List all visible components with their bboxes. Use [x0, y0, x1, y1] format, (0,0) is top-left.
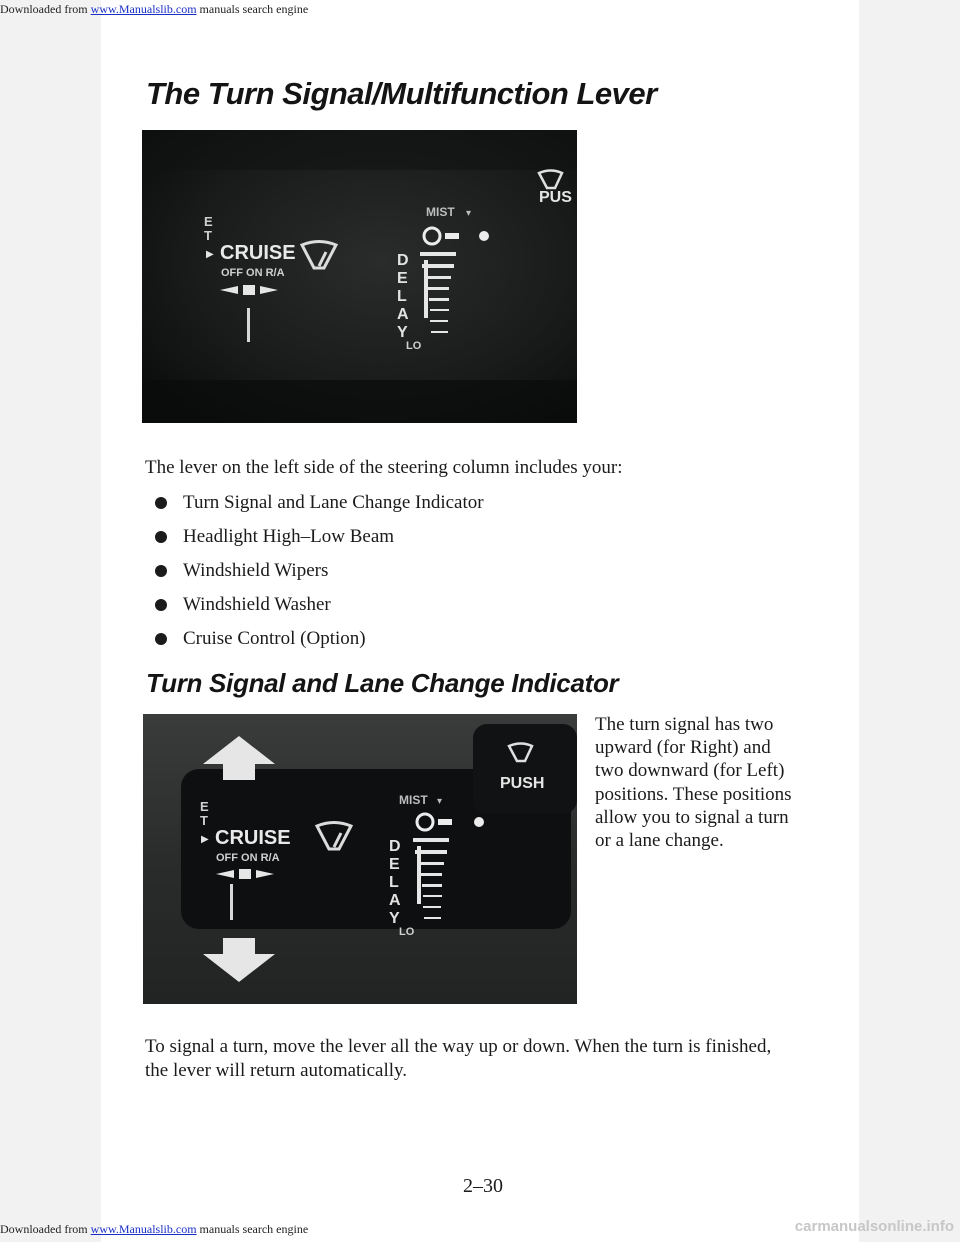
- feature-text: Cruise Control (Option): [183, 628, 366, 649]
- manualslib-link[interactable]: www.Manualslib.com: [90, 2, 197, 16]
- reset-label: [200, 799, 209, 828]
- watermark-prefix: Downloaded from: [0, 2, 91, 16]
- turn-signal-lever-photo: [143, 714, 577, 1004]
- list-item: [155, 558, 484, 592]
- site-watermark: carmanualsonline.info: [794, 1218, 954, 1235]
- bullet-icon: [155, 531, 167, 543]
- arrow-indicator-icon: ▶: [201, 834, 209, 845]
- push-label: PUS: [539, 189, 572, 206]
- svg-text:A: A: [389, 892, 401, 909]
- watermark-prefix: Downloaded from: [0, 1222, 91, 1236]
- watermark-suffix: manuals search engine: [196, 2, 309, 16]
- svg-text:E: E: [397, 270, 408, 287]
- section-title-turn-signal: Turn Signal and Lane Change Indicator: [146, 668, 619, 698]
- mist-star-icon: ▾: [466, 208, 472, 219]
- svg-text:Y: Y: [397, 324, 408, 341]
- bullet-icon: [155, 565, 167, 577]
- cruise-label: CRUISE: [215, 827, 291, 849]
- bullet-icon: [155, 633, 167, 645]
- manualslib-link[interactable]: www.Manualslib.com: [90, 1222, 197, 1236]
- bullet-icon: [155, 497, 167, 509]
- mist-label: MIST: [426, 205, 455, 219]
- list-item: [155, 490, 484, 524]
- lever-slot: [247, 308, 250, 342]
- multifunction-lever-photo: [142, 130, 577, 423]
- svg-text:E: E: [200, 799, 209, 814]
- feature-text: Headlight High–Low Beam: [183, 526, 395, 547]
- feature-text: Windshield Wipers: [183, 560, 329, 581]
- lo-label: LO: [406, 340, 422, 352]
- watermark-suffix: manuals search engine: [196, 1222, 309, 1236]
- svg-text:T: T: [200, 813, 208, 828]
- svg-text:D: D: [397, 252, 409, 269]
- reset-label: E: [204, 214, 213, 229]
- svg-text:L: L: [397, 288, 407, 305]
- svg-text:L: L: [389, 874, 399, 891]
- cruise-modes-label: OFF ON R/A: [216, 852, 280, 864]
- arrow-indicator-icon: ▶: [206, 249, 214, 260]
- download-watermark-bottom: [0, 1222, 308, 1237]
- lo-label: LO: [399, 926, 415, 938]
- push-label: PUSH: [500, 775, 545, 792]
- cruise-modes-label: OFF ON R/A: [221, 267, 285, 279]
- cruise-label: CRUISE: [220, 242, 296, 264]
- list-item: [155, 626, 484, 660]
- section-title-multifunction-lever: The Turn Signal/Multifunction Lever: [146, 76, 657, 111]
- feature-text: Windshield Washer: [183, 594, 331, 615]
- list-item: [155, 524, 484, 558]
- mist-star-icon: ▾: [437, 796, 443, 807]
- lever-slot: [230, 884, 233, 920]
- intro-text: The lever on the left side of the steering column includes your:: [145, 457, 623, 478]
- feature-text: Turn Signal and Lane Change Indicator: [183, 492, 484, 513]
- feature-list: [155, 490, 484, 660]
- list-item: [155, 592, 484, 626]
- signal-instructions: To signal a turn, move the lever all the way up or down. When the turn is finished, the lever will return automatically.: [145, 1036, 772, 1081]
- bullet-icon: [155, 599, 167, 611]
- svg-text:D: D: [389, 838, 401, 855]
- page-number: 2–30: [463, 1175, 503, 1197]
- svg-text:E: E: [389, 856, 400, 873]
- svg-text:Y: Y: [389, 910, 400, 927]
- turn-signal-description: The turn signal has two upward (for Right) and two downward (for Left) positions. These positions allow you to signal a turn or a lane change.: [595, 714, 792, 852]
- mist-label: MIST: [399, 793, 428, 807]
- download-watermark: [0, 2, 308, 17]
- svg-text:A: A: [397, 306, 409, 323]
- reset-label-t: T: [204, 228, 212, 243]
